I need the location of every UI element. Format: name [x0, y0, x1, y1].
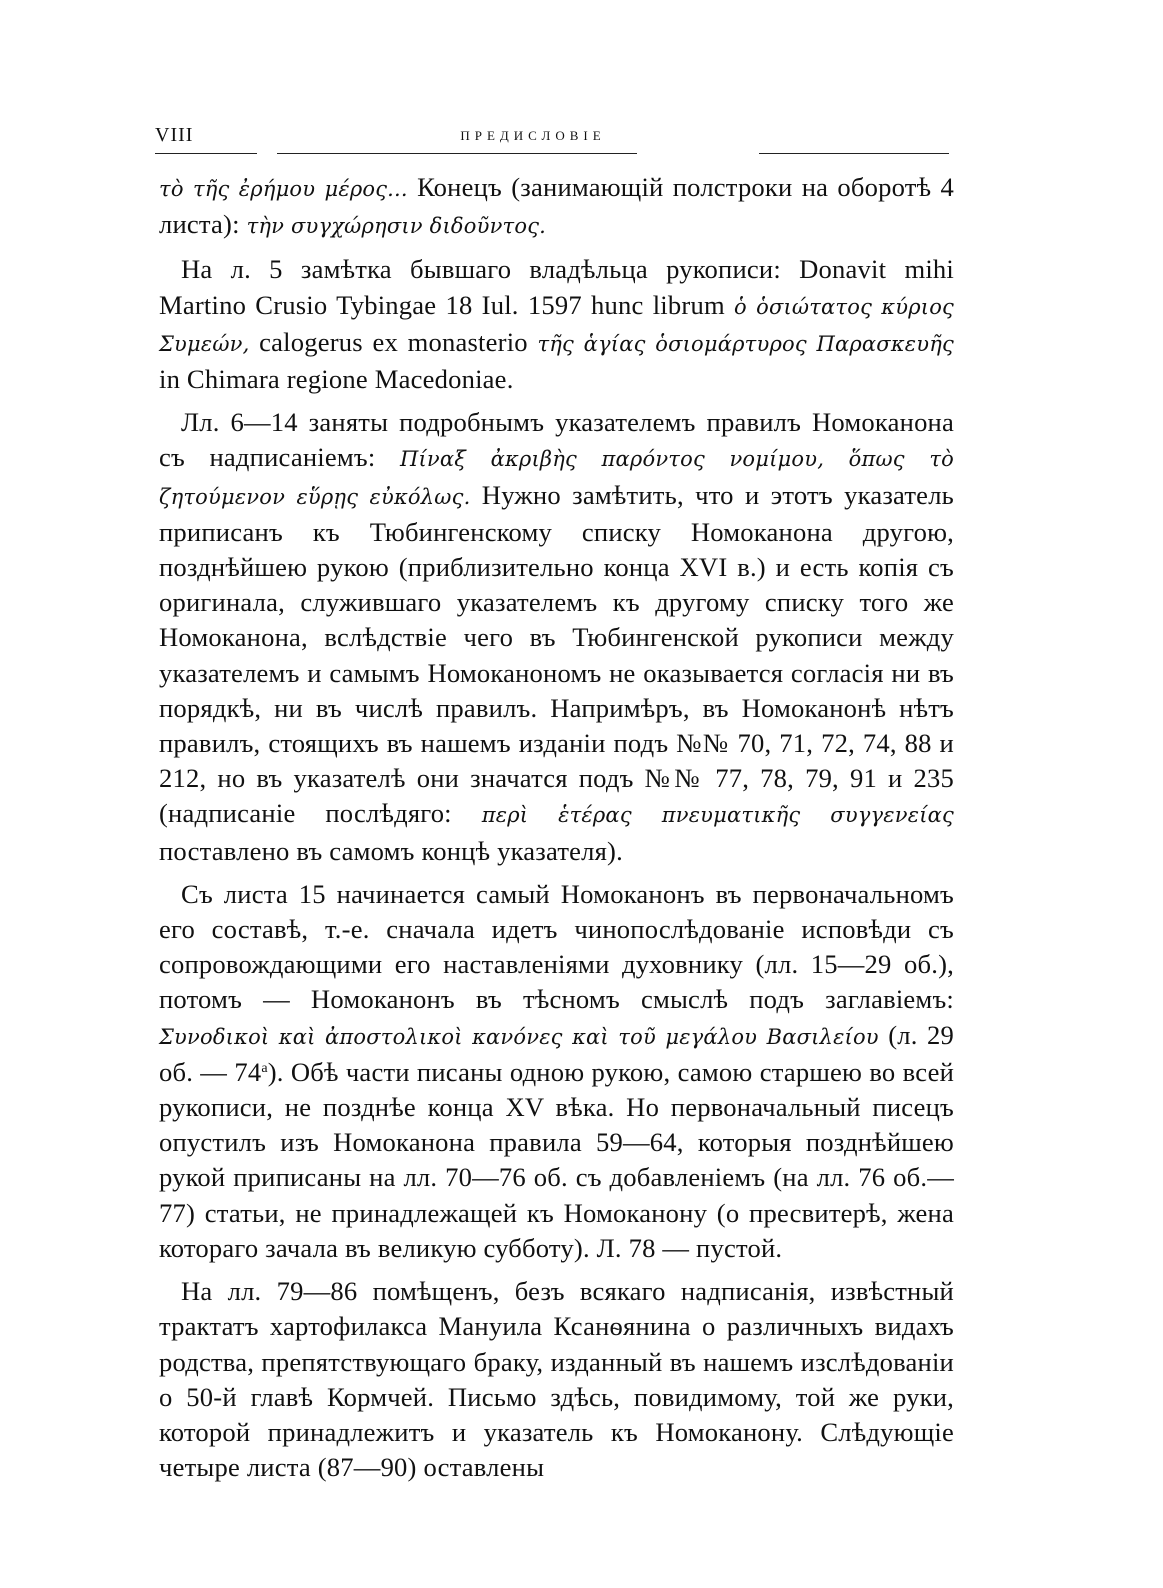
text-run: На лл. 79—86 помѣщенъ, безъ всякаго надписанія, извѣстный трактатъ хартофилакса Мануила Ксанѳянина о различныхъ видахъ родства, препятствующаго браку, изданный въ нашемъ изслѣдованіи о 50-й главѣ Кормчей. Письмо здѣсь, повидимому, той же руки, которой принадлежитъ и указатель къ Номоканону. Слѣдующіе четыре листа (87—90) оставлены	[159, 1276, 954, 1483]
greek-text: Συνοδικοὶ καὶ ἀποστολικοὶ κανόνες καὶ τοῦ μεγάλου Βασιλείου	[159, 1024, 879, 1049]
text-run: ). Обѣ части писаны одною рукою, самою старшею во всей рукописи, не позднѣе конца XV вѣка. Но первоначальный писецъ опустилъ изъ Номоканона правила 59—64, которыя позднѣйшею рукой приписаны на лл. 70—76 об. съ добавленіемъ (на лл. 76 об.—77) статьи, не принадлежащей къ Номоканону (о пресвитерѣ, жена котораго зачала въ великую субботу). Л. 78 — пустой.	[159, 1056, 954, 1263]
text-run: in Chimara regione Macedoniae.	[159, 364, 514, 395]
text-run: (л. 29 об. — 74	[159, 1019, 954, 1087]
text-run: Конецъ (занимающій полстроки на оборотѣ 4 листа):	[159, 172, 954, 240]
page-header	[155, 124, 950, 164]
superscript: а	[261, 1060, 268, 1076]
greek-text: περὶ ἑτέρας πνευματικῆς συγγενείας	[481, 803, 954, 828]
greek-text: Πίναξ ἀκριβὴς παρόντος νομίμου, ὅπως τὸ ζητούμενον εὕρῃς εὐκόλως.	[159, 447, 954, 509]
text-run: Съ листа 15 начинается самый Номоканонъ въ первоначальномъ его составѣ, т.-е. сначала идетъ чинопослѣдованіе исповѣди съ сопровождающими его наставленіями духовнику (лл. 15—29 об.), потомъ — Номоканонъ въ тѣсномъ смыслѣ подъ заглавіемъ:	[159, 878, 954, 1015]
paragraph-2	[159, 252, 954, 397]
header-rule-left	[155, 153, 257, 154]
greek-text: τὸ τῆς ἐρήμου μέρος...	[159, 177, 408, 201]
greek-text: ὁ ὁσιώτατος κύριος Συμεών,	[159, 294, 954, 356]
greek-text: τὴν συγχώρησιν διδοῦντος.	[246, 214, 547, 239]
header-rule-center	[277, 153, 637, 154]
running-title: ПРЕДИСЛОВІЕ	[460, 128, 606, 143]
text-run: На л. 5 замѣтка бывшаго владѣльца рукописи: Donavit mihi Martino Crusio Tybingae 18 Iul. 1597 hunc librum	[159, 254, 954, 320]
paragraph-1	[159, 170, 954, 244]
greek-text: τῆς ἁγίας ὁσιομάρτυρος Παρασκευῆς	[537, 331, 954, 356]
paragraph-3	[159, 405, 954, 869]
body-text	[159, 170, 954, 1493]
text-run: calogerus ex monasterio	[249, 326, 538, 357]
header-rule-right	[759, 153, 949, 154]
paragraph-5	[159, 1274, 954, 1485]
text-run: Нужно замѣтить, что и этотъ указатель приписанъ къ Тюбингенскому списку Номоканона другою, позднѣйшею рукою (приблизительно конца XVI в.) и есть копія съ оригинала, служившаго указателемъ къ другому списку того же Номоканона, вслѣдствіе чего въ Тюбингенской рукописи между указателемъ и самымъ Номоканономъ не оказывается согласія ни въ порядкѣ, ни въ числѣ правилъ. Напримѣръ, въ Номоканонѣ нѣтъ правилъ, стоящихъ въ нашемъ изданіи подъ №№ 70, 71, 72, 74, 88 и 212, но въ указателѣ они значатся подъ №№ 77, 78, 79, 91 и 235 (надписаніе послѣдяго:	[159, 479, 954, 829]
paragraph-4	[159, 877, 954, 1266]
text-run: Лл. 6—14 заняты подробнымъ указателемъ правилъ Номоканона съ надписаніемъ:	[159, 407, 954, 473]
page-number: VIII	[155, 124, 194, 146]
text-run: поставлено въ самомъ концѣ указателя).	[159, 835, 623, 866]
